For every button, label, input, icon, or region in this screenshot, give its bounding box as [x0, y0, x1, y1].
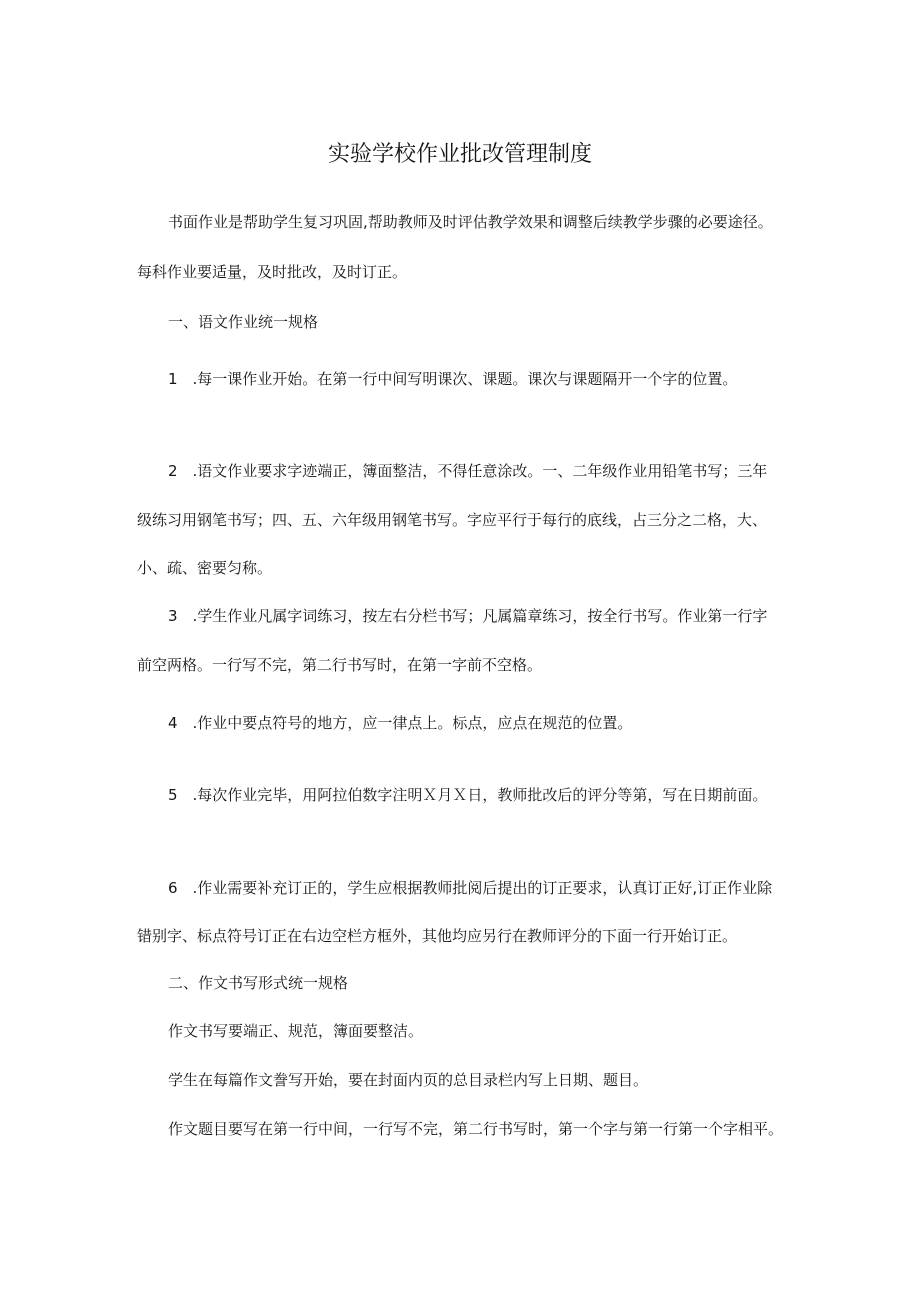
- intro-line-2: 每科作业要适量，及时批改，及时订正。: [137, 263, 408, 281]
- intro-line-1: 书面作业是帮助学生复习巩固,帮助教师及时评估教学效果和调整后续教学步骤的必要途径。: [168, 213, 773, 231]
- item-5: 5 .每次作业完毕，用阿拉伯数字注明Ｘ月Ｘ日，教师批改后的评分等第，写在日期前面。: [168, 786, 768, 804]
- section-2-heading: 二、作文书写形式统一规格: [168, 974, 349, 992]
- item-3-line-1: 3 .学生作业凡属字词练习，按左右分栏书写；凡属篇章练习，按全行书写。作业第一行字: [168, 607, 768, 625]
- item-1: 1 .每一课作业开始。在第一行中间写明课次、课题。课次与课题隔开一个字的位置。: [168, 370, 738, 388]
- item-2-line-1: 2 .语文作业要求字迹端正，簿面整洁，不得任意涂改。一、二年级作业用铅笔书写；三年: [168, 462, 768, 480]
- item-4: 4 .作业中要点符号的地方，应一律点上。标点，应点在规范的位置。: [168, 714, 633, 732]
- section-2-para-3: 作文题目要写在第一行中间，一行写不完，第二行书写时，第一个字与第一行第一个字相平。: [168, 1120, 784, 1138]
- section-2-para-1: 作文书写要端正、规范，簿面要整洁。: [168, 1022, 424, 1040]
- document-title: 实验学校作业批改管理制度: [327, 142, 592, 167]
- item-6-line-1: 6 .作业需要补充订正的，学生应根据教师批阅后提出的订正要求，认真订正好,订正作业除: [168, 879, 773, 897]
- item-3-line-2: 前空两格。一行写不完，第二行书写时，在第一字前不空格。: [137, 656, 543, 674]
- section-2-para-2: 学生在每篇作文誊写开始，要在封面内页的总目录栏内写上日期、题目。: [168, 1071, 649, 1089]
- item-2-line-3: 小、疏、密要匀称。: [137, 559, 273, 577]
- item-2-line-2: 级练习用钢笔书写；四、五、六年级用钢笔书写。字应平行于每行的底线，占三分之二格，大、: [137, 511, 768, 529]
- item-6-line-2: 错别字、标点符号订正在右边空栏方框外，其他均应另行在教师评分的下面一行开始订正。: [137, 927, 738, 945]
- section-1-heading: 一、语文作业统一规格: [168, 313, 319, 331]
